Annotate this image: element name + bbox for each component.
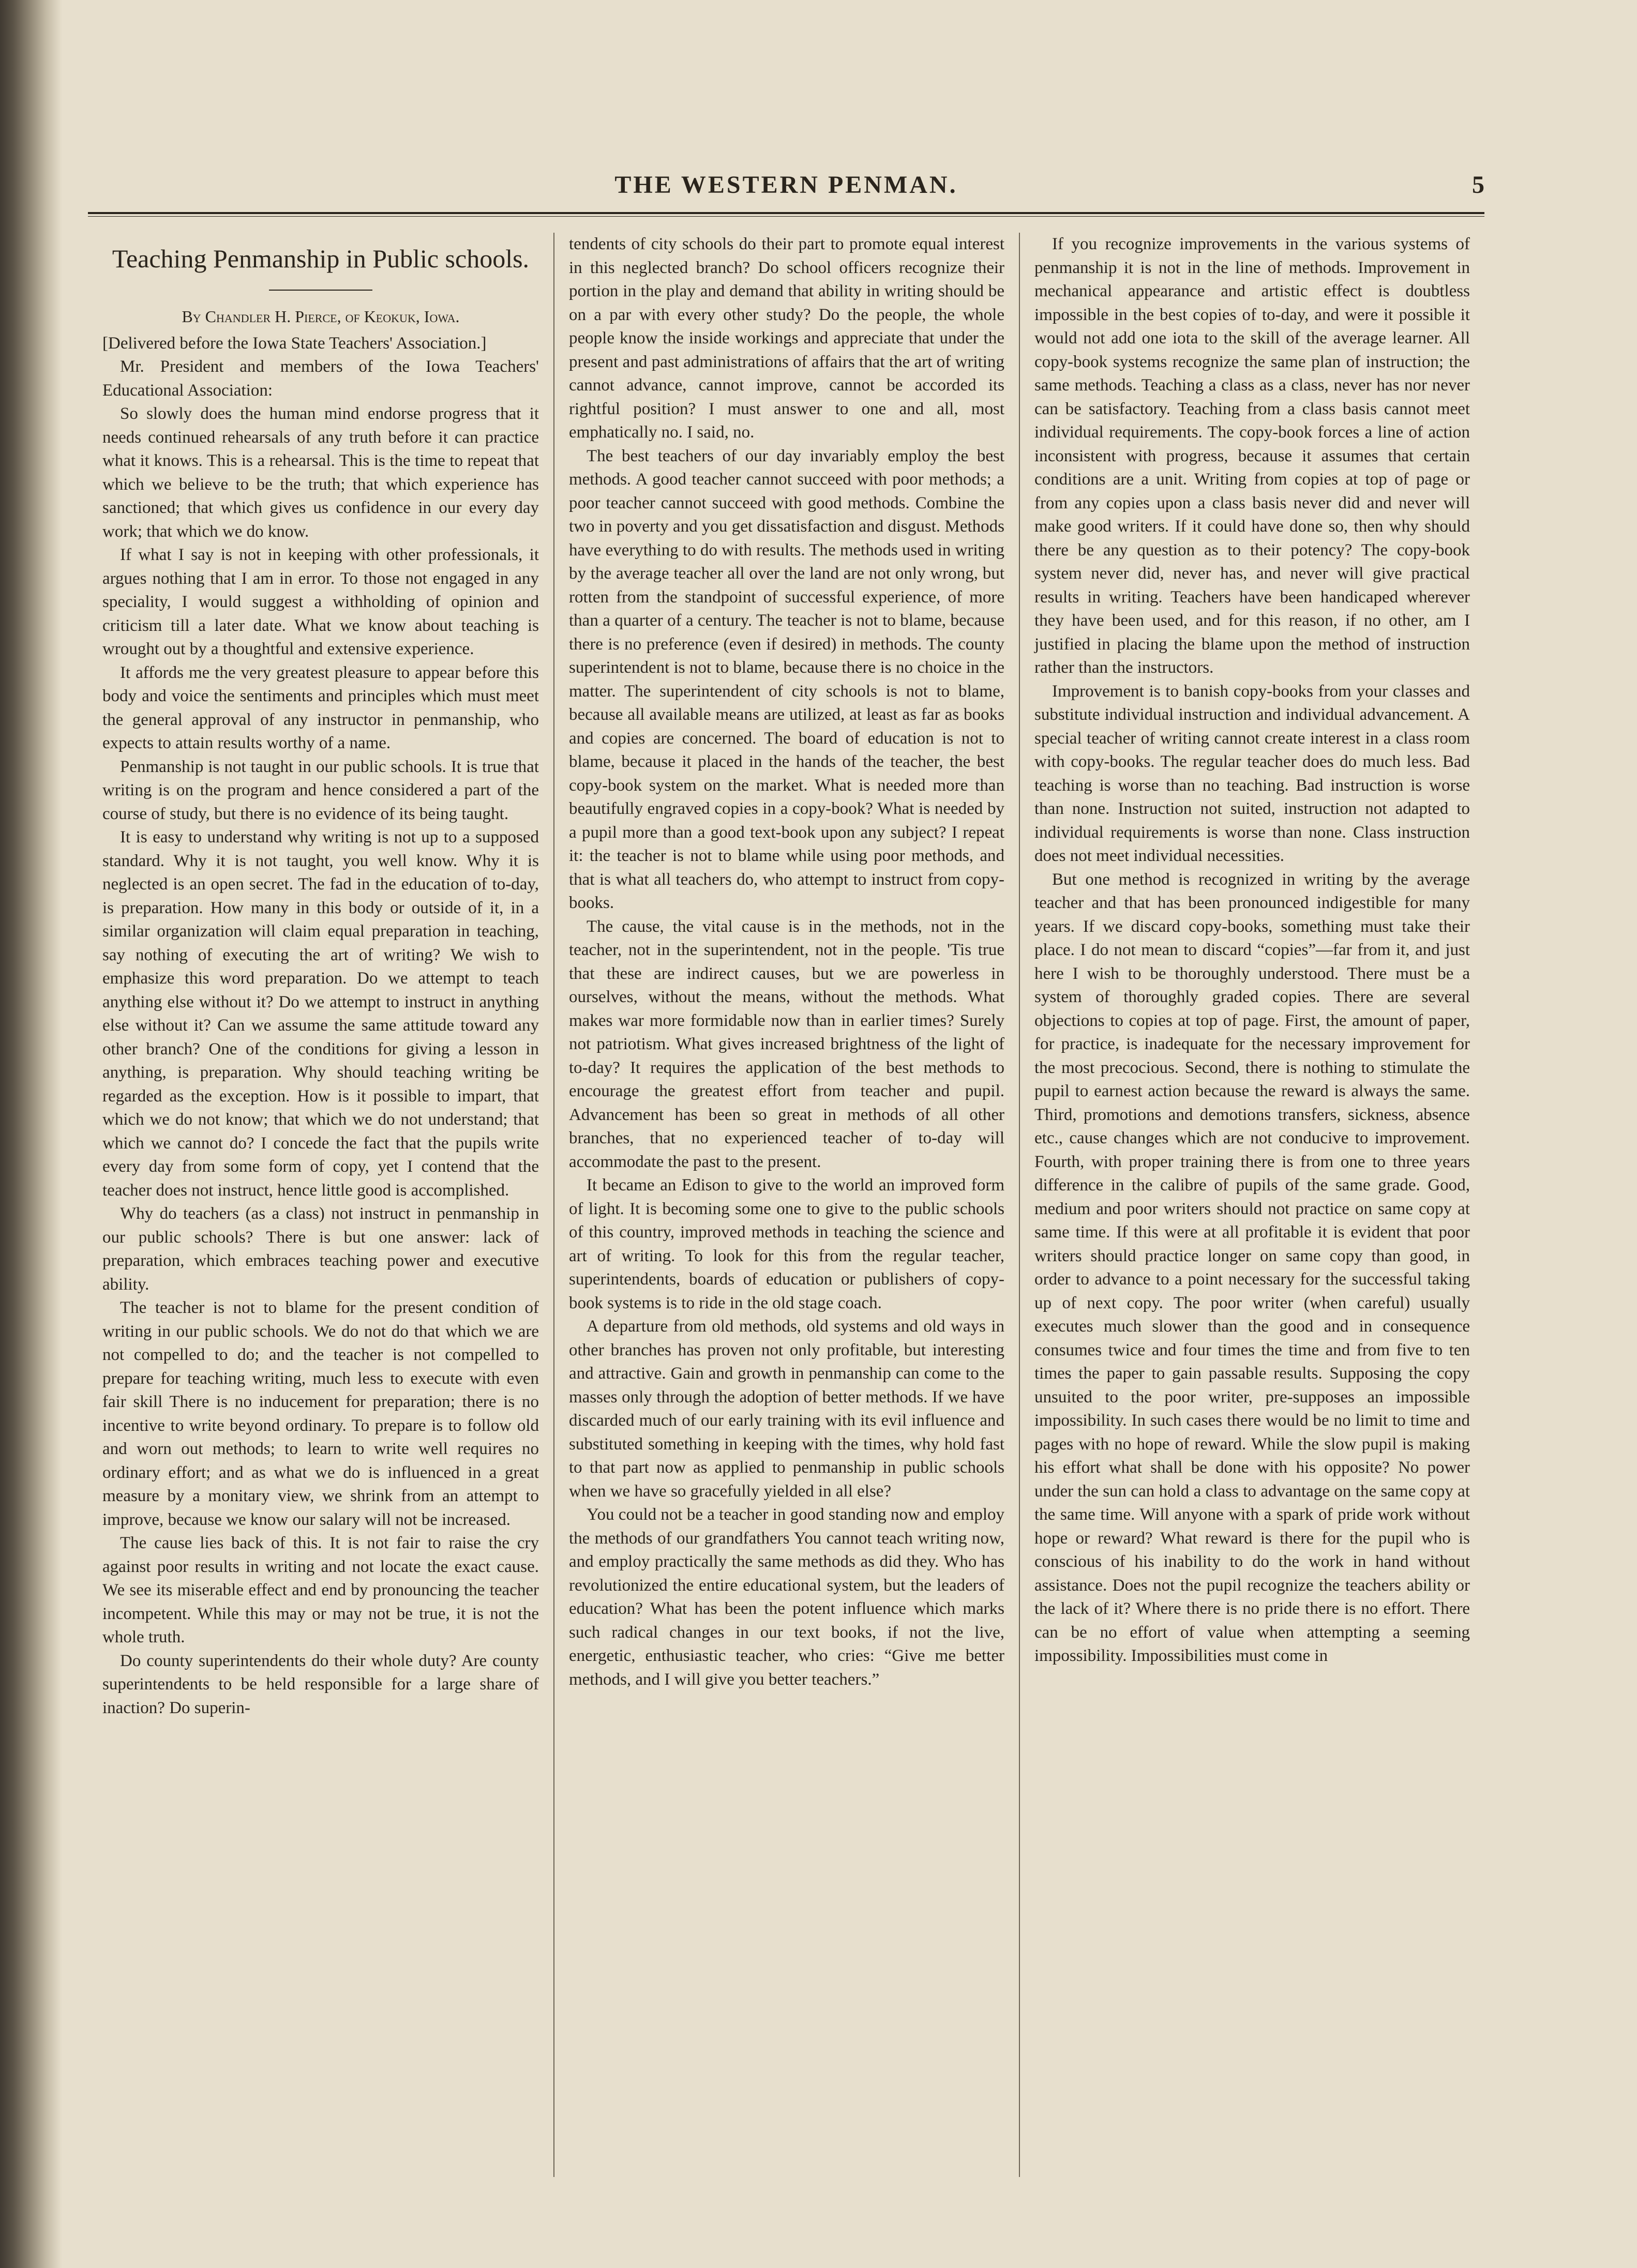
book-spine-shadow: [0, 0, 62, 2268]
paragraph: If you recognize improvements in the various systems of penmanship it is not in the line of methods. Improvement in mechanical appearance and artistic effect is doubtless impossible in the best copies of to-day, and were it possible it would not add one iota to the skill of the average learner. All copy-book systems recognize the same plan of instruction; the same methods. Teaching a class as a class, never has nor never can be satisfactory. Teaching from a class basis cannot meet individual requirements. The copy-book forces a line of action inconsistent with progress, because it assumes that certain conditions are a unit. Writing from copies at top of page or from any copies upon a class basis never did and never will make good writers. If it could have done so, then why should there be any question as to their potency? The copy-book system never did, never has, and never will give practical results in writing. Teachers have been handicaped wherever they have been used, and for this reason, if no other, am I justified in placing the blame upon the method of instruction rather than the instructors.: [1034, 235, 1470, 677]
paragraph: The cause lies back of this. It is not fair to raise the cry against poor results in writing and not locate the exact cause. We see its miserable effect and end by pronouncing the teacher incompetent. While this may or may not be true, it is not the whole truth.: [102, 1534, 539, 1646]
article-title: Teaching Penmanship in Public schools.: [112, 244, 530, 273]
paragraph: You could not be a teacher in good standing now and employ the methods of our grandfathers You cannot teach writing now, and employ practically the same methods as did they. Who has revolutionized the entire educational system, but the leaders of education? What has been the potent influence which marks such radical changes in our text books, if not the live, energetic, enthusiastic teacher, who cries: “Give me better methods, and I will give you better teachers.”: [569, 1505, 1004, 1689]
paragraph: Do county superintendents do their whole duty? Are county superintendents to be held responsible for a large share of inaction? Do superin-: [102, 1651, 539, 1717]
paragraph: It affords me the very greatest pleasure to appear before this body and voice the sentiments and principles which must meet the general approval of any instructor in penmanship, who expects to attain results worthy of a name.: [102, 663, 539, 752]
paragraph: The cause, the vital cause is in the methods, not in the teacher, not in the superintendent, not in the people. 'Tis true that these are indirect causes, but we are powerless in ourselves, without the means, without the methods. What makes war more formidable now than in earlier times? Surely not patriotism. What gives increased brightness of the light of to-day? It requires the application of the best methods to encourage the greatest effort from teacher and pupil. Advancement has been so great in methods of all other branches, that no experienced teacher of to-day will accommodate the past to the present.: [569, 917, 1004, 1171]
paragraph: The best teachers of our day invariably employ the best methods. A good teacher cannot succeed with poor methods; a poor teacher cannot succeed with good methods. Combine the two in poverty and you get dissatisfaction and disgust. Methods have everything to do with results. The methods used in writing by the average teacher all over the land are not only wrong, but rotten from the standpoint of successful experience, of more than a quarter of a century. The teacher is not to blame, because there is no preference (even if desired) in methods. The county superintendent is not to blame, because there is no choice in the matter. The superintendent of city schools is not to blame, because all available means are utilized, at least as far as books and copies are concerned. The board of education is not to blame, because it placed in the hands of the teacher, the best copy-book system on the market. What is needed more than beautifully engraved copies in a copy-book? What is needed by a pupil more than a good text-book upon any subject? I repeat it: the teacher is not to blame while using poor methods, and that is what all teachers do, who attempt to instruct from copy-books.: [569, 446, 1004, 912]
paragraph: If what I say is not in keeping with other professionals, it argues nothing that I am in error. To those not engaged in any speciality, I would suggest a withholding of opinion and criticism till a later date. What we know about teaching is wrought out by a thoughtful and extensive experience.: [102, 546, 539, 658]
column-2: [553, 233, 1019, 2177]
running-head: [88, 171, 1484, 207]
running-title: THE WESTERN PENMAN.: [614, 171, 958, 199]
paragraph: A departure from old methods, old systems and old ways in other branches has proven not only profitable, but interesting and attractive. Gain and growth in penmanship can come to the masses only through the adoption of better methods. If we have discarded much of our early training with its evil influence and substituted something in keeping with the times, why hold fast to that part now as applied to penmanship in public schools when we have so gracefully yielded in all else?: [569, 1317, 1004, 1501]
byline: By Chandler H. Pierce, of Keokuk, Iowa.: [182, 307, 460, 326]
delivery-note: [Delivered before the Iowa State Teachers' Association.]: [102, 334, 487, 353]
header-rule: [88, 212, 1484, 217]
paragraph: But one method is recognized in writing by the average teacher and that has been pronounced indigestible for many years. If we discard copy-books, something must take their place. I do not mean to discard “copies”—far from it, and just here I wish to be thoroughly understood. There must be a system of thoroughly graded copies. There are several objections to copies at top of page. First, the amount of paper, for practice, is inadequate for the necessary improvement for the most precocious. Second, there is nothing to stimulate the pupil to earnest action because the reward is always the same. Third, promotions and demotions transfers, sickness, absence etc., cause changes which are not conducive to improvement. Fourth, with proper training there is from one to three years difference in the calibre of pupils of the same grade. Good, medium and poor writers should not practice on same copy at same time. If this were at all profitable it is evident that poor writers should practice longer on same copy than good, in order to advance to a point necessary for the successful taking up of next copy. The poor writer (when careful) usually executes much slower than the good and in consequence consumes twice and four times the time and from five to ten times the paper to gain passable results. Supposing the copy unsuited to the poor writer, pre-supposes an impossible impossibility. In such cases there would be no limit to time and pages with no hope of reward. While the slow pupil is making his effort what shall be done with his opposite? No power under the sun can hold a class to advantage on the same copy at the same time. Will anyone with a spark of pride work without hope or reward? What reward is there for the pupil who is conscious of his inability to do the work in hand without assistance. Does not the pupil recognize the teachers ability or the lack of it? Where there is no pride there is no effort. There can be no effort of value when attempting a seeming impossibility. Impossibilities must come in: [1034, 870, 1470, 1665]
paragraph: It is easy to understand why writing is not up to a supposed standard. Why it is not taught, you well know. Why it is neglected is an open secret. The fad in the education of to-day, is preparation. How many in this body or outside of it, in a similar organization will claim equal preparation in teaching, say nothing of executing the art of writing? We wish to emphasize this word preparation. Do we attempt to teach anything else without it? Do we attempt to instruct in anything else without it? Can we assume the same attitude toward any other branch? One of the conditions for giving a lesson in anything, is preparation. Why should teaching writing be regarded as the exception. How is it possible to impart, that which we do not know; that which we do not understand; that which we cannot do? I concede the fact that the pupils write every day from some form of copy, yet I contend that the teacher does not instruct, hence little good is accomplished.: [102, 828, 539, 1200]
paragraph: Penmanship is not taught in our public schools. It is true that writing is on the program and hence considered a part of the course of study, but there is no evidence of its being taught.: [102, 757, 539, 823]
paragraph: So slowly does the human mind endorse progress that it needs continued rehearsals of any truth before it can practice what it knows. This is a rehearsal. This is the time to repeat that which we believe to be the truth; that which experience has sanctioned; that which gives us confidence in our every day work; that which we do know.: [102, 404, 539, 541]
title-rule: [269, 290, 372, 291]
column-1: [88, 233, 553, 2177]
newspaper-page: [88, 155, 1484, 2198]
paragraph: Improvement is to banish copy-books from your classes and substitute individual instruction and individual advancement. A special teacher of writing cannot create interest in a class room with copy-books. The regular teacher does do much less. Bad teaching is worse than no teaching. Bad instruction is worse than none. Instruction not suited, instruction not adapted to individual requirements is worse than none. Class instruction does not meet individual necessities.: [1034, 682, 1470, 865]
paragraph-continued: tendents of city schools do their part to promote equal interest in this neglected branch? Do school officers recognize their portion in the play and demand that ability in writing should be on a par with every other study? Do the people, the whole people know the inside workings and appreciate that under the present and past administrations of affairs that the art of writing cannot advance, cannot improve, cannot be accorded its rightful position? I must answer to one and all, most emphatically no. I said, no.: [569, 235, 1004, 442]
paragraph: The teacher is not to blame for the present condition of writing in our public schools. We do not do that which we are not compelled to do; and the teacher is not compelled to prepare for teaching writing, much less to execute with even fair skill There is no inducement for preparation; there is no incentive to write beyond ordinary. To prepare is to follow old and worn out methods; to learn to write well requires no ordinary effort; and as what we do is influenced in a great measure by a monitary view, we shrink from an attempt to improve, because we know our salary will not be increased.: [102, 1298, 539, 1529]
paragraph: It became an Edison to give to the world an improved form of light. It is becoming some one to give to the public schools of this country, improved methods in teaching the science and art of writing. To look for this from the regular teacher, superintendents, boards of education or publishers of copy-book systems is to ride in the old stage coach.: [569, 1176, 1004, 1312]
paragraph: Why do teachers (as a class) not instruct in penmanship in our public schools? There is but one answer: lack of preparation, which embraces teaching power and executive ability.: [102, 1204, 539, 1294]
text-columns: [88, 233, 1484, 2177]
paragraph: Mr. President and members of the Iowa Teachers' Educational Association:: [102, 357, 539, 400]
page-number: 5: [1472, 171, 1484, 199]
column-3: [1019, 233, 1484, 2177]
